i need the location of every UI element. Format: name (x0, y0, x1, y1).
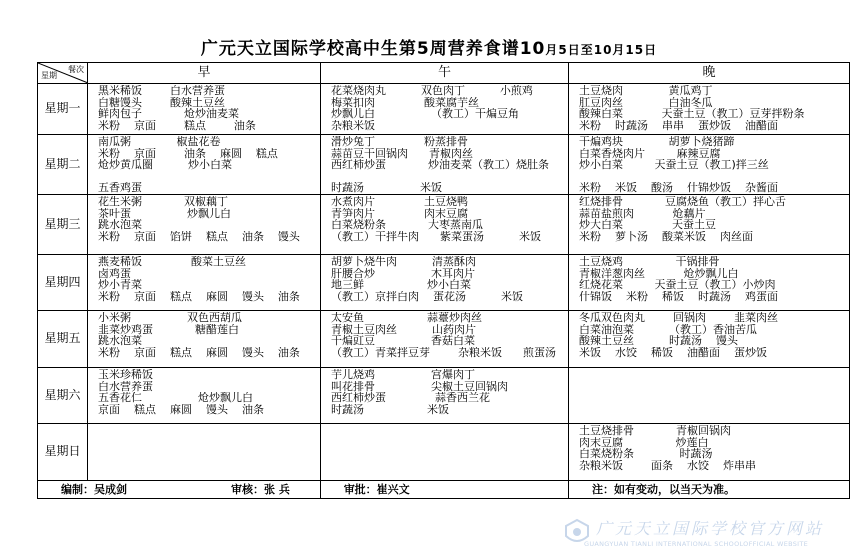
dish-line: 炒小青菜 (98, 279, 142, 291)
dish-line: 太安鱼 蒜薹炒肉丝 (331, 312, 482, 324)
dish-line: 南瓜粥 椒盐花卷 (98, 136, 221, 148)
dish-line: （教工）京拌白肉 蛋花汤 米饭 (331, 290, 523, 303)
dish-line: 杂粮米饭 (331, 119, 375, 132)
dish-line: 滑炒兔丁 粉蒸排骨 (331, 136, 468, 148)
menu-cell-dinner (569, 135, 850, 195)
dish-line: 青椒土豆肉丝 山药肉片 (331, 323, 476, 336)
dish-line: 干煸鸡块 胡萝卜烧猪蹄 (579, 136, 735, 148)
day-name: 星期二 (38, 135, 88, 195)
dish-line: 炒小白菜 天蚕土豆（教工)拌三丝 (579, 159, 769, 171)
dish-line: （教工）青菜拌豆芽 杂粮米饭 煎蛋汤 (331, 346, 556, 359)
day-name: 星期四 (38, 255, 88, 311)
watermark-subtext: GUANGYUAN TIANLI INTERNATIONAL SCHOOLOFFICIAL WEBSITE (584, 540, 809, 548)
dish-line (331, 171, 568, 183)
dish-line: 地三鲜 炒小白菜 (331, 279, 471, 291)
dish-line: 干煸豇豆 香菇白菜 (331, 335, 475, 347)
corner-cell (38, 63, 88, 84)
menu-cell-breakfast (88, 255, 321, 311)
day-row (38, 195, 850, 255)
footer-reviewer: 审核：张 兵 (231, 482, 290, 496)
meal-header-breakfast: 早 (88, 63, 321, 84)
dish-line: 白菜烧粉条 大枣蒸南瓜 (331, 219, 483, 231)
menu-cell-lunch (321, 311, 569, 368)
dish-line: 米粉 京面 油条 麻圆 糕点 (98, 147, 278, 160)
dish-line: 西红柿炒蛋 炒油麦菜（教工）烧肚条 (331, 159, 549, 171)
footer-approver: 审批：崔兴文 (343, 482, 410, 496)
dish-line: 叫花排骨 尖椒土豆回锅肉 (331, 380, 508, 393)
day-row (38, 135, 850, 195)
dish-line: 白菜烧粉条 时蔬汤 (579, 448, 713, 460)
meal-header-dinner: 晚 (569, 63, 850, 84)
day-name: 星期日 (38, 424, 88, 481)
day-name: 星期一 (38, 84, 88, 135)
dish-line: 时蔬汤 米饭 (331, 182, 442, 194)
dish-line: 梅菜扣肉 酸菜腐芋丝 (331, 96, 479, 109)
dish-line: 米粉 京面 馅饼 糕点 油条 馒头 (98, 230, 300, 243)
day-row (38, 368, 850, 424)
meal-header-lunch: 午 (321, 63, 569, 84)
dish-line: 炝炒黄瓜圈 炒小白菜 (98, 159, 232, 171)
dish-line: 白水营养蛋 (98, 380, 153, 393)
dish-line: 米粉 京面 糕点 油条 (98, 119, 256, 132)
dish-line: 什锦饭 米粉 稀饭 时蔬汤 鸡蛋面 (579, 290, 778, 303)
footer-row (38, 481, 850, 499)
menu-cell-dinner (569, 255, 850, 311)
dish-line: 米饭 水饺 稀饭 油醋面 蛋炒饭 (579, 346, 767, 359)
dish-line: （教工）干拌牛肉 紫菜蛋汤 米饭 (331, 230, 541, 243)
dish-line: 土豆烧排骨 青椒回锅肉 (579, 425, 731, 437)
dish-line: 冬瓜双色肉丸 回锅肉 韭菜肉丝 (579, 312, 778, 324)
dish-line (98, 171, 320, 183)
dish-line: 花生米粥 双椒藕丁 (98, 196, 228, 208)
day-row (38, 424, 850, 481)
menu-cell-dinner (569, 311, 850, 368)
menu-cell-breakfast (88, 424, 321, 481)
dish-line: 酸辣白菜 天蚕土豆（教工）豆芽拌粉条 (579, 108, 805, 120)
footer-editor: 编制：吴成剑 (38, 481, 321, 499)
dish-line: 燕麦稀饭 酸菜土豆丝 (98, 256, 246, 268)
dish-line: 炒大白菜 天蚕土豆 (579, 219, 716, 231)
page-title (0, 34, 858, 59)
dish-line: 酸辣土豆丝 时蔬汤 馒头 (579, 335, 738, 347)
dish-line: 白糖馒头 酸辣土豆丝 (98, 96, 225, 109)
dish-line: 芋儿烧鸡 宫爆肉丁 (331, 369, 475, 381)
dish-line: 炒飘儿白 （教工）干煸豆角 (331, 108, 519, 120)
menu-cell-dinner (569, 424, 850, 481)
menu-cell-breakfast (88, 195, 321, 255)
dish-line: 米粉 时蔬汤 串串 蛋炒饭 油醋面 (579, 119, 778, 132)
dish-line (579, 171, 849, 183)
watermark (556, 516, 856, 556)
dish-line: 土豆烧肉 黄瓜鸡丁 (579, 85, 713, 97)
dish-line: 玉米珍稀饭 (98, 369, 153, 381)
dish-line: 青椒洋葱肉丝 炝炒飘儿白 (579, 267, 739, 280)
dish-line: 米粉 米饭 酸汤 什锦炒饭 杂酱面 (579, 182, 778, 194)
dish-line: 红烧花菜 天蚕土豆（教工）小炒肉 (579, 279, 776, 291)
corner-meal-label: 餐次 (68, 65, 84, 74)
day-name: 星期三 (38, 195, 88, 255)
dish-line: 五香鸡蛋 (98, 182, 142, 194)
menu-cell-breakfast (88, 84, 321, 135)
footer-reviewer-approver (231, 481, 569, 499)
day-row (38, 311, 850, 368)
dish-line: 京面 糕点 麻圆 馒头 油条 (98, 403, 264, 416)
menu-cell-dinner (569, 84, 850, 135)
dish-line: 卤鸡蛋 (98, 267, 131, 280)
dish-line: 水煮肉片 土豆烧鸭 (331, 196, 468, 208)
day-row (38, 255, 850, 311)
menu-cell-dinner (569, 195, 850, 255)
dish-line: 青笋肉片 肉末豆腐 (331, 207, 468, 220)
menu-cell-dinner (569, 368, 850, 424)
dish-line: 跳水泡菜 (98, 219, 142, 231)
corner-day-label: 星期 (41, 71, 57, 81)
dish-line: 红烧排骨 豆腐烧鱼（教工）拌心舌 (579, 196, 786, 208)
menu-cell-breakfast (88, 368, 321, 424)
menu-cell-lunch (321, 135, 569, 195)
dish-line: 花菜烧肉丸 双色肉丁 小煎鸡 (331, 85, 533, 97)
title-main: 广元天立国际学校高中生第5周营养食谱10 (200, 39, 546, 59)
dish-line: 跳水泡菜 (98, 335, 142, 347)
dish-line: 蒜苗豆干回锅肉 青椒肉丝 (331, 147, 473, 160)
dish-line: 米粉 萝卜汤 酸菜米饭 肉丝面 (579, 230, 753, 243)
day-name: 星期六 (38, 368, 88, 424)
menu-cell-breakfast (88, 311, 321, 368)
menu-cell-lunch (321, 368, 569, 424)
menu-cell-lunch (321, 84, 569, 135)
header-row (38, 63, 850, 84)
menu-cell-lunch (321, 255, 569, 311)
dish-line: 白菜香烧肉片 麻辣豆腐 (579, 147, 721, 160)
dish-line: 肉末豆腐 炒莲白 (579, 436, 709, 449)
menu-cell-lunch (321, 195, 569, 255)
title-date-range: 月5日至10月15日 (545, 43, 658, 57)
footer-note: 注：如有变动，以当天为准。 (569, 481, 850, 499)
dish-line: 茶叶蛋 炒飘儿白 (98, 207, 231, 220)
menu-table (37, 62, 850, 499)
dish-line: 胡萝卜烧牛肉 清蒸酥肉 (331, 256, 476, 268)
dish-line: 土豆烧鸡 干锅排骨 (579, 256, 720, 268)
dish-line: 米粉 京面 糕点 麻圆 馒头 油条 (98, 290, 300, 303)
dish-line: 白菜油泡菜 （教工）香油苦瓜 (579, 323, 757, 336)
watermark-text: 广元天立国际学校官方网站 (596, 519, 825, 538)
dish-line: 鲜肉包子 炝炒油麦菜 (98, 108, 239, 120)
dish-line: 蒜苗盐煎肉 炝藕片 (579, 207, 706, 220)
dish-line: 西红柿炒蛋 蒜香西兰花 (331, 392, 490, 404)
day-row (38, 84, 850, 135)
dish-line: 韭菜炒鸡蛋 糖醋莲白 (98, 323, 239, 336)
dish-line: 黑米稀饭 白水营养蛋 (98, 85, 225, 97)
dish-line: 肛豆肉丝 白油冬瓜 (579, 96, 713, 109)
menu-cell-lunch (321, 424, 569, 481)
dish-line: 五香花仁 炝炒飘儿白 (98, 392, 253, 404)
menu-cell-breakfast (88, 135, 321, 195)
dish-line: 小米粥 双色西葫瓜 (98, 312, 242, 324)
dish-line: 时蔬汤 米饭 (331, 403, 449, 416)
dish-line: 肝腰合炒 木耳肉片 (331, 267, 475, 280)
day-name: 星期五 (38, 311, 88, 368)
dish-line: 米粉 京面 糕点 麻圆 馒头 油条 (98, 346, 300, 359)
dish-line: 杂粮米饭 面条 水饺 炸串串 (579, 459, 756, 472)
